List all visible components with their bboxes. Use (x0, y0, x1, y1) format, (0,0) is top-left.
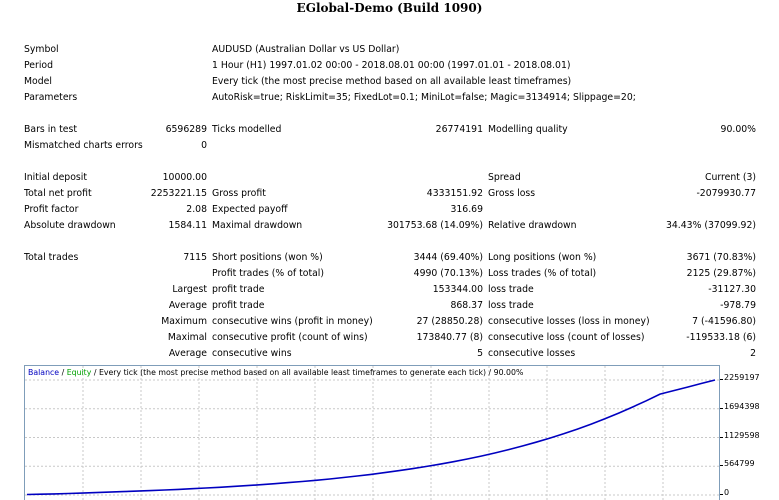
caption-equity: Equity (66, 368, 92, 377)
symbol-label: Symbol (24, 44, 59, 55)
absolute-drawdown-value: 1584.11 (168, 220, 207, 231)
y-tick-mark (720, 494, 723, 495)
maximal-profit-value: 173840.77 (8) (416, 332, 483, 343)
expected-payoff-value: 316.69 (450, 204, 483, 215)
y-tick-label: 1694398 (724, 401, 760, 411)
maximal-label: Maximal (167, 332, 207, 343)
max-losses-label: consecutive losses (loss in money) (488, 316, 650, 327)
profit-factor-value: 2.08 (186, 204, 207, 215)
caption-description: / Every tick (the most precise method based on all available least timeframes to generate each tick) / 90.00% (91, 368, 524, 377)
max-wins-label: consecutive wins (profit in money) (212, 316, 373, 327)
largest-profit-value: 153344.00 (432, 284, 483, 295)
balance-chart-svg (25, 366, 720, 500)
total-trades-label: Total trades (24, 252, 79, 263)
report-title: EGlobal-Demo (Build 1090) (296, 1, 483, 15)
gross-loss-label: Gross loss (488, 188, 536, 199)
y-tick-label: 564799 (724, 459, 755, 469)
short-positions-label: Short positions (won %) (212, 252, 323, 263)
net-profit-value: 2253221.15 (150, 188, 207, 199)
y-tick-label: 2259197 (724, 373, 760, 382)
balance-chart (24, 365, 720, 500)
y-tick-mark (720, 408, 723, 409)
short-positions-value: 3444 (69.40%) (413, 252, 483, 263)
avg-wins-label: consecutive wins (212, 348, 292, 359)
largest-profit-label: profit trade (212, 284, 265, 295)
loss-trades-value: 2125 (29.87%) (686, 268, 756, 279)
maximum-label: Maximum (161, 316, 207, 327)
period-value: 1 Hour (H1) 1997.01.02 00:00 - 2018.08.01 00:00 (1997.01.01 - 2018.08.01) (212, 60, 571, 71)
relative-drawdown-label: Relative drawdown (488, 220, 577, 231)
deposit-label: Initial deposit (24, 172, 87, 183)
mismatch-label: Mismatched charts errors (24, 140, 143, 151)
total-trades-value: 7115 (183, 252, 207, 263)
max-wins-value: 27 (28850.28) (416, 316, 483, 327)
parameters-value: AutoRisk=true; RiskLimit=35; FixedLot=0.1; MiniLot=false; Magic=3134914; Slippage=20; (212, 92, 636, 103)
avg-losses-label: consecutive losses (488, 348, 576, 359)
average-profit-value: 868.37 (450, 300, 483, 311)
model-label: Model (24, 76, 52, 87)
period-label: Period (24, 60, 53, 71)
average-consecutive-label: Average (168, 348, 207, 359)
caption-balance: Balance (28, 368, 60, 377)
bars-label: Bars in test (24, 124, 77, 135)
largest-loss-label: loss trade (488, 284, 534, 295)
spread-value: Current (3) (704, 172, 756, 183)
symbol-value: AUDUSD (Australian Dollar vs US Dollar) (212, 44, 400, 55)
avg-wins-value: 5 (477, 348, 483, 359)
maximal-profit-label: consecutive profit (count of wins) (212, 332, 368, 343)
y-tick-label: 0 (724, 488, 730, 497)
relative-drawdown-value: 34.43% (37099.92) (665, 220, 756, 231)
long-positions-value: 3671 (70.83%) (686, 252, 756, 263)
long-positions-label: Long positions (won %) (488, 252, 597, 263)
caption-separator: / (59, 368, 67, 377)
loss-trades-label: Loss trades (% of total) (488, 268, 597, 279)
average-profit-label: profit trade (212, 300, 265, 311)
model-value: Every tick (the most precise method based on all available least timeframes) (212, 76, 572, 87)
expected-payoff-label: Expected payoff (212, 204, 288, 215)
profit-trades-label: Profit trades (% of total) (212, 268, 325, 279)
spread-label: Spread (488, 172, 521, 183)
largest-loss-value: -31127.30 (708, 284, 756, 295)
largest-label: Largest (172, 284, 207, 295)
ticks-value: 26774191 (435, 124, 483, 135)
net-profit-label: Total net profit (24, 188, 92, 199)
y-tick-mark (720, 379, 723, 380)
gross-profit-label: Gross profit (212, 188, 266, 199)
y-tick-mark (720, 437, 723, 438)
chart-caption (28, 368, 523, 377)
maximal-loss-label: consecutive loss (count of losses) (488, 332, 645, 343)
deposit-value: 10000.00 (162, 172, 207, 183)
profit-trades-value: 4990 (70.13%) (413, 268, 483, 279)
y-tick-mark (720, 465, 723, 466)
maximal-drawdown-label: Maximal drawdown (212, 220, 303, 231)
average-loss-value: -978.79 (720, 300, 756, 311)
average-label: Average (168, 300, 207, 311)
absolute-drawdown-label: Absolute drawdown (24, 220, 116, 231)
gross-profit-value: 4333151.92 (426, 188, 483, 199)
y-tick-label: 1129598 (724, 430, 760, 440)
gross-loss-value: -2079930.77 (696, 188, 756, 199)
parameters-label: Parameters (24, 92, 78, 103)
avg-losses-value: 2 (750, 348, 756, 359)
maximal-loss-value: -119533.18 (6) (686, 332, 756, 343)
quality-label: Modelling quality (488, 124, 568, 135)
mismatch-value: 0 (201, 140, 207, 151)
max-losses-value: 7 (-41596.80) (692, 316, 756, 327)
quality-value: 90.00% (720, 124, 756, 135)
ticks-label: Ticks modelled (212, 124, 282, 135)
average-loss-label: loss trade (488, 300, 534, 311)
maximal-drawdown-value: 301753.68 (14.09%) (387, 220, 483, 231)
bars-value: 6596289 (165, 124, 207, 135)
profit-factor-label: Profit factor (24, 204, 79, 215)
